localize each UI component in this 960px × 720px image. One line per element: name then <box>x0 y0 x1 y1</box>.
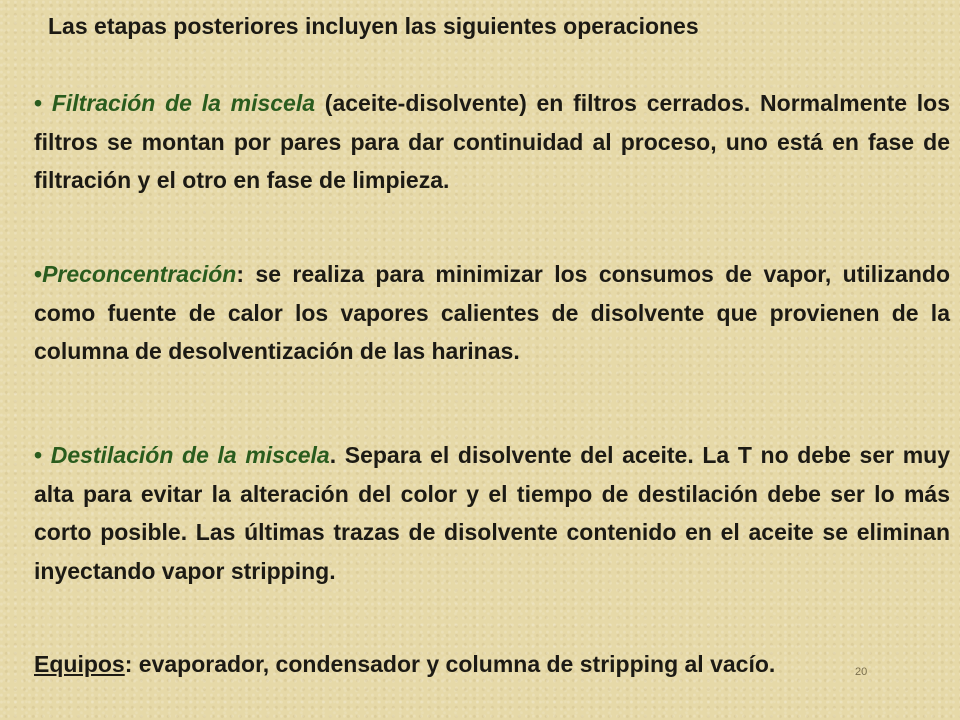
equipment-paragraph <box>34 645 950 684</box>
equipment-label: Equipos <box>34 651 125 677</box>
bullet-item-destilacion <box>34 436 950 590</box>
bullet-term: Filtración de la miscela <box>51 90 316 116</box>
bullet-term: Preconcentración <box>42 261 237 287</box>
page-number: 20 <box>855 666 868 678</box>
bullet-item-filtracion <box>34 84 950 200</box>
bullet-term: Destilación de la miscela <box>50 442 330 468</box>
bullet-icon: • <box>34 442 43 468</box>
equipment-text: : evaporador, condensador y columna de stripping al vacío. <box>124 651 776 677</box>
slide-title: Las etapas posteriores incluyen las siguientes operaciones <box>48 13 699 39</box>
bullet-text: . Separa el disolvente del aceite. La T no debe ser muy alta para evitar la alteración del color y el tiempo de destilación debe ser lo más corto posible. Las últimas trazas de disolvente contenido en el aceite se eliminan inyectando vapor stripping. <box>34 442 951 584</box>
bullet-icon: • <box>34 261 43 287</box>
bullet-item-preconcentracion <box>34 255 950 371</box>
bullet-text: (aceite-disolvente) en filtros cerrados. Normalmente los filtros se montan por pares para dar continuidad al proceso, uno está en fase de filtración y el otro en fase de limpieza. <box>34 90 951 193</box>
bullet-text: : se realiza para minimizar los consumos de vapor, utilizando como fuente de calor los vapores calientes de disolvente que provienen de la columna de desolventización de las harinas. <box>34 261 950 364</box>
bullet-icon: • <box>34 90 43 116</box>
